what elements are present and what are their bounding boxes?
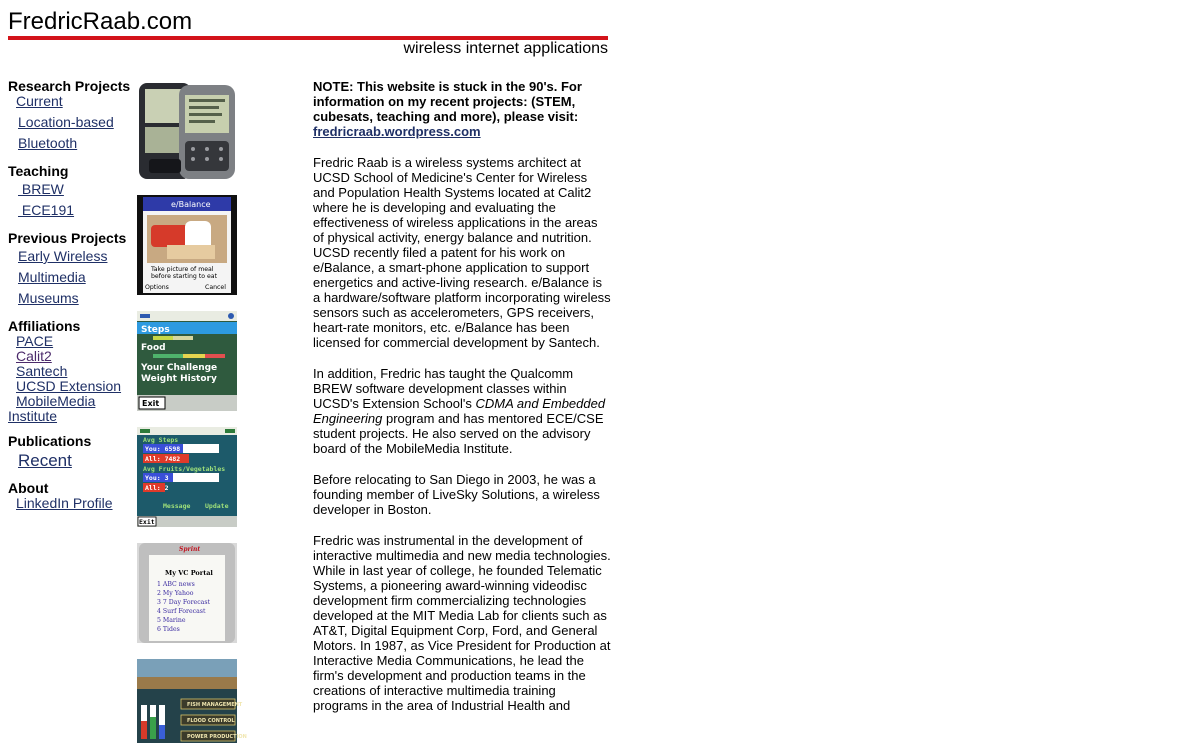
portal-item-5: 5 Marine bbox=[157, 617, 186, 624]
site-title: FredricRaab.com bbox=[8, 8, 193, 35]
sidebar-nav bbox=[8, 79, 133, 521]
bio-paragraph-1: Fredric Raab is a wireless systems architect at UCSD School of Medicine's Center for Wireless and Population Health Systems located at Calit2 where he is developing and evaluating the effectiveness of wireless applications in the areas of physical activity, energy balance and nutrition. UCSD recently filed a patent for his work on e/Balance, a smart-phone application to support energetics and active-living research. e/Balance is a hardware/software platform incorporating wireless sensors such as accelerometers, GPS receivers, heart-rate monitors, etc. e/Balance has been licensed for commercial development by Santech. bbox=[313, 155, 611, 350]
bio-paragraph-2-end: program and has mentored ECE/CSE student projects. He also served on the advisory board of the MobileMedia Institute. bbox=[313, 411, 604, 456]
nav-link-linkedin[interactable]: LinkedIn Profile bbox=[16, 495, 113, 511]
nav-group-research bbox=[8, 79, 133, 154]
nav-heading-previous: Previous Projects bbox=[8, 230, 127, 246]
bio-paragraph-2-start: In addition, Fredric has taught the Qualcomm BREW software development classes within UCSD's Extension School's bbox=[313, 366, 574, 411]
steps-menu-screen-image bbox=[137, 311, 237, 411]
nav-group-teaching bbox=[8, 164, 133, 221]
nav-heading-about: About bbox=[8, 480, 49, 496]
portal-item-3: 3 7 Day Forecast bbox=[157, 599, 211, 606]
ebalance-softkey-cancel: Cancel bbox=[205, 284, 226, 291]
avg-softkey-update: Update bbox=[205, 502, 229, 510]
avg-steps-all: All: 7482 bbox=[145, 455, 181, 463]
main-content bbox=[313, 79, 611, 729]
bio-paragraph-3: Before relocating to San Diego in 2003, he was a founding member of LiveSky Solutions, a wireless developer in Boston. bbox=[313, 472, 600, 517]
phone-image-column bbox=[137, 79, 247, 743]
portal-item-6: 6 Tides bbox=[157, 626, 180, 633]
steps-menu-item-weight: Weight History bbox=[141, 374, 217, 384]
bio-paragraph-2 bbox=[313, 366, 611, 456]
ebalance-screen-image bbox=[137, 195, 237, 295]
nav-group-about bbox=[8, 481, 133, 511]
nav-link-ucsd-extension[interactable]: UCSD Extension bbox=[16, 378, 122, 394]
nav-link-museums[interactable]: Museums bbox=[18, 290, 79, 306]
nav-heading-research: Research Projects bbox=[8, 78, 131, 94]
ebalance-title: e/Balance bbox=[171, 200, 211, 209]
avg-softkey-exit: Exit bbox=[139, 518, 155, 526]
avg-steps-screen-image bbox=[137, 427, 237, 527]
nav-link-mobilemedia-institute[interactable]: MobileMedia Institute bbox=[8, 393, 96, 424]
ebalance-caption-2: before starting to eat bbox=[151, 273, 218, 280]
nav-link-brew[interactable]: BREW bbox=[18, 181, 64, 197]
nav-link-santech[interactable]: Santech bbox=[16, 363, 68, 379]
steps-menu-item-steps: Steps bbox=[141, 325, 170, 335]
portal-item-1: 1 ABC news bbox=[157, 581, 195, 588]
ebalance-caption-1: Take picture of meal bbox=[151, 266, 214, 273]
nav-group-publications bbox=[8, 434, 133, 471]
ebalance-softkey-options: Options bbox=[145, 284, 169, 291]
nav-link-pace[interactable]: PACE bbox=[16, 333, 54, 349]
note-paragraph bbox=[313, 79, 611, 139]
site-tagline: wireless internet applications bbox=[403, 40, 608, 57]
bio-paragraph-2-italic: CDMA and Embedded Engineering bbox=[313, 396, 606, 426]
nav-link-early-wireless[interactable]: Early Wireless bbox=[18, 248, 108, 264]
note-text: NOTE: This website is stuck in the 90's. For information on my recent projects: (STEM, cubesats, teaching and more), please visit: bbox=[313, 79, 582, 124]
bio-paragraph-4: Fredric was instrumental in the development of interactive multimedia and new media technologies. While in last year of college, he founded Telematic Systems, a pioneering award-winning videodisc development firm commercializing technologies developed at the MIT Media Lab for clients such as AT&T, Digital Equipment Corp, Ford, and General Motors. In 1987, as Vice President for Production at Interactive Media Communications, he lead the firm's development and production teams in the creations of interactive multimedia training programs in the area of Industrial Health and bbox=[313, 533, 611, 713]
game-menu-fish: FISH MANAGEMENT bbox=[187, 702, 243, 708]
sprint-brand: Sprint bbox=[179, 546, 201, 553]
wordpress-link[interactable]: fredricraab.wordpress.com bbox=[313, 124, 481, 139]
avg-softkey-message: Message bbox=[163, 502, 191, 510]
portal-item-2: 2 My Yahoo bbox=[157, 590, 194, 597]
nav-heading-affiliations: Affiliations bbox=[8, 318, 81, 334]
nav-link-location-based[interactable]: Location-based bbox=[18, 114, 114, 130]
nav-heading-publications: Publications bbox=[8, 433, 92, 449]
game-screen-image bbox=[137, 659, 247, 743]
game-menu-flood: FLOOD CONTROL bbox=[187, 718, 235, 724]
nav-link-multimedia[interactable]: Multimedia bbox=[18, 269, 86, 285]
steps-softkey-exit: Exit bbox=[142, 399, 160, 408]
sprint-portal-screen-image bbox=[137, 543, 237, 643]
portal-title: My VC Portal bbox=[165, 569, 213, 577]
nav-link-bluetooth[interactable]: Bluetooth bbox=[18, 135, 78, 151]
avg-fruits-label: Avg Fruits/Vegetables bbox=[143, 465, 226, 473]
avg-fruits-you: You: 3 bbox=[145, 474, 169, 482]
nav-link-recent[interactable]: Recent bbox=[18, 451, 72, 470]
handsets-image bbox=[137, 79, 237, 179]
avg-steps-you: You: 6598 bbox=[145, 445, 181, 453]
portal-item-4: 4 Surf Forecast bbox=[157, 608, 206, 615]
steps-menu-item-food: Food bbox=[141, 343, 166, 353]
steps-menu-item-challenge: Your Challenge bbox=[141, 363, 218, 373]
nav-link-calit2[interactable]: Calit2 bbox=[16, 348, 52, 364]
game-menu-power: POWER PRODUCTION bbox=[187, 734, 247, 740]
nav-group-affiliations bbox=[8, 319, 133, 424]
nav-link-ece191[interactable]: ECE191 bbox=[18, 202, 75, 218]
nav-group-previous bbox=[8, 231, 133, 309]
nav-link-current[interactable]: Current bbox=[16, 93, 63, 109]
avg-steps-label: Avg Steps bbox=[143, 436, 179, 444]
nav-heading-teaching: Teaching bbox=[8, 163, 69, 179]
avg-fruits-all: All: 2 bbox=[145, 484, 169, 492]
